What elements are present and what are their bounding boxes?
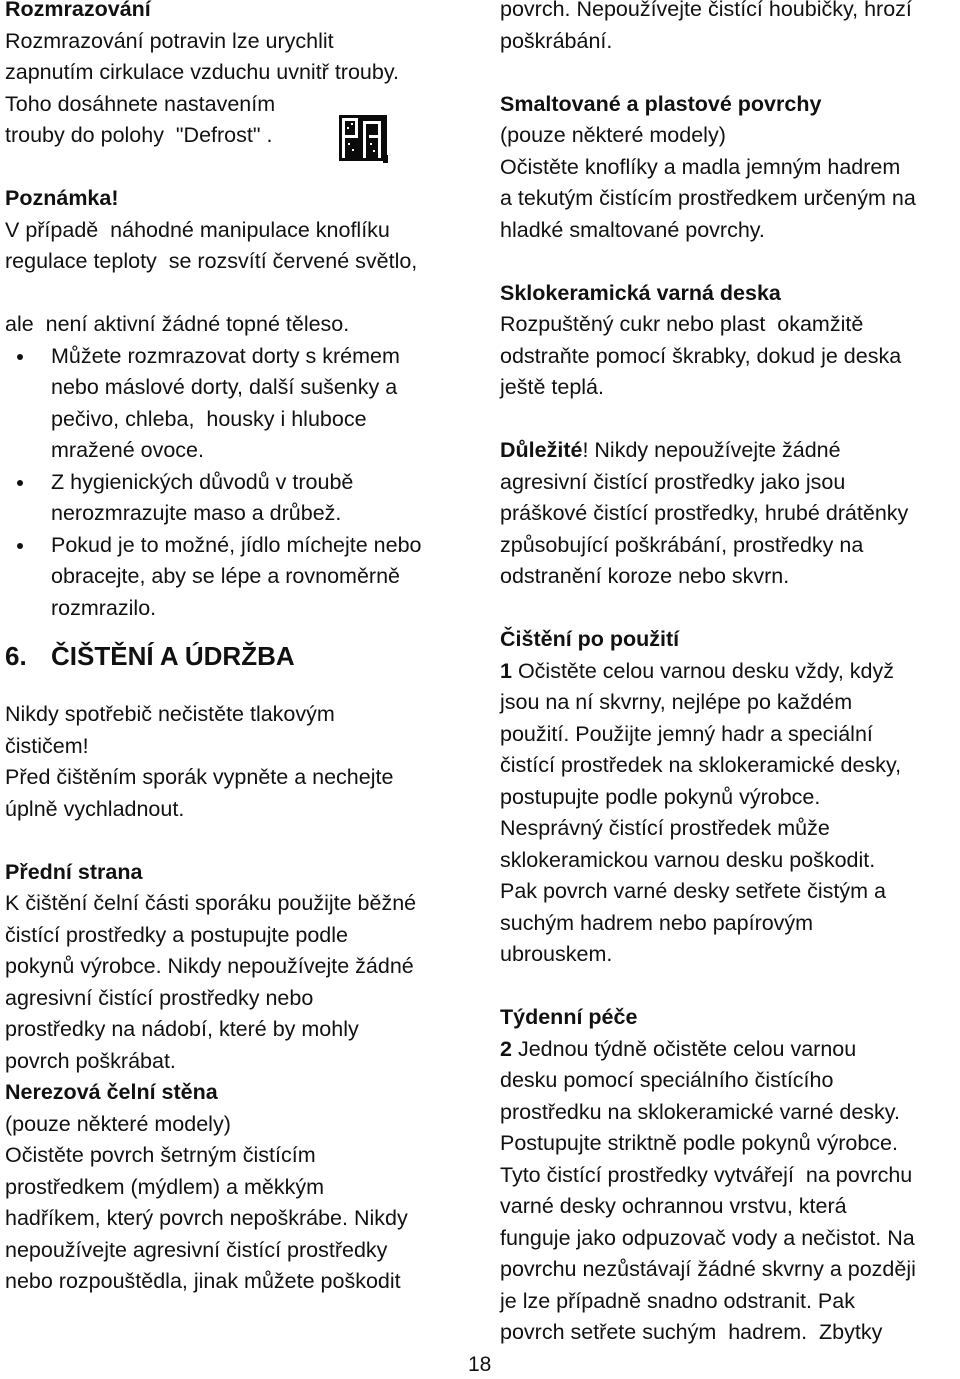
after-use-text-line: jsou na ní skvrny, nejlépe po každém [500, 690, 853, 714]
page-number: 18 [468, 1353, 492, 1376]
steel-text-line: hadříkem, který povrch nepoškrábe. Nikdy [5, 1206, 408, 1230]
bullet-icon [17, 354, 23, 360]
front-text-line: čistící prostředky a postupujte podle [5, 922, 348, 947]
front-text-line: prostředky na nádobí, které by mohly [5, 1017, 359, 1041]
after-use-text-line: čistící prostředek na sklokeramické desky, [500, 753, 902, 777]
section-title-text: ČIŠTĚNÍ A ÚDRŽBA [51, 641, 295, 671]
intro-text-line: povrch. Nepoužívejte čistící houbičky, hrozí [500, 0, 912, 21]
important-label: Důležité [500, 438, 583, 462]
front-text-line: agresivní čistící prostředky nebo [5, 985, 314, 1010]
defrost-text-line: zapnutím cirkulace vzduchu uvnitř trouby. [5, 60, 399, 84]
after-use-text-line: sklokeramickou varnou desku poškodit. [500, 847, 876, 872]
enamel-text-line: (pouze některé modely) [500, 123, 726, 147]
warning-text-line: Před čištěním sporák vypněte a nechejte [5, 765, 394, 789]
enamel-text-line: hladké smaltované povrchy. [500, 217, 765, 242]
weekly-text-line: varné desky ochrannou vrstvu, která [500, 1194, 847, 1218]
after-use-text-line: Pak povrch varné desky setřete čistým a [500, 879, 886, 903]
defrost-text-line: trouby do polohy "Defrost" . [5, 123, 273, 147]
weekly-heading: Týdenní péče [500, 1005, 638, 1029]
step-number: 1 [500, 658, 512, 683]
bullet-icon [17, 543, 23, 549]
note-text-line: V případě náhodné manipulace knoflíku [5, 217, 390, 242]
after-use-text-line: postupujte podle pokynů výrobce. [500, 784, 821, 809]
weekly-text-line: povrch setřete suchým hadrem. Zbytky [500, 1320, 883, 1344]
after-use-text-line: použití. Použijte jemný hadr a speciální [500, 721, 873, 746]
step-number: 2 [500, 1036, 512, 1061]
ceramic-text-line: odstraňte pomocí škrabky, dokud je deska [500, 343, 902, 368]
enamel-text-line: Očistěte knoflíky a madla jemným hadrem [500, 154, 901, 179]
ceramic-text-line: Rozpuštěný cukr nebo plast okamžitě [500, 312, 864, 336]
weekly-text-line: je lze případně snadno odstranit. Pak [500, 1288, 855, 1313]
section-number: 6. [5, 641, 27, 671]
left-column [5, 0, 475, 1298]
ceramic-text-line: ještě teplá. [500, 375, 604, 399]
front-heading: Přední strana [5, 859, 143, 884]
defrost-tips-list [5, 341, 475, 625]
important-text-line: práškové čistící prostředky, hrubé drátěnky [500, 501, 909, 525]
warning-text-line: úplně vychladnout. [5, 796, 185, 821]
note-text-line: ale není aktivní žádné topné těleso. [5, 312, 350, 336]
steel-text-line: (pouze některé modely) [5, 1111, 231, 1136]
list-item: Pokud je to možné, jídlo míchejte nebo obracejte, aby se lépe a rovnoměrně rozmrazilo. [5, 530, 475, 625]
right-column [500, 0, 958, 1349]
weekly-text-line: povrchu nezůstávají žádné skvrny a později [500, 1257, 916, 1281]
weekly-text-line: funguje jako odpuzovač vody a nečistot. Na [500, 1225, 915, 1250]
important-line: Důležité! Nikdy nepoužívejte žádné [500, 438, 841, 462]
intro-text-line: poškrábání. [500, 28, 613, 53]
important-text-line: způsobující poškrábání, prostředky na [500, 532, 864, 557]
after-use-text-line: Nesprávný čistící prostředek může [500, 816, 830, 840]
front-text-line: K čištění čelní části sporáku použijte běžné [5, 891, 417, 915]
enamel-heading: Smaltované a plastové povrchy [500, 91, 822, 116]
front-text-line: pokynů výrobce. Nikdy nepoužívejte žádné [5, 954, 414, 978]
bullet-icon [17, 480, 23, 486]
steel-text-line: nebo rozpouštědla, jinak můžete poškodit [5, 1269, 401, 1293]
ceramic-heading: Sklokeramická varná deska [500, 280, 781, 305]
steel-heading: Nerezová čelní stěna [5, 1080, 218, 1104]
steel-text-line: nepoužívejte agresivní čistící prostředky [5, 1237, 388, 1262]
important-text-line: agresivní čistící prostředky jako jsou [500, 469, 846, 494]
front-text-line: povrch poškrábat. [5, 1048, 176, 1073]
weekly-text-line: Postupujte striktně podle pokynů výrobce. [500, 1131, 898, 1155]
weekly-text-line: desku pomocí speciálního čistícího [500, 1068, 834, 1092]
warning-text-line: Nikdy spotřebič nečistěte tlakovým [5, 702, 335, 726]
weekly-first-line: 2 Jednou týdně očistěte celou varnou [500, 1036, 857, 1061]
warning-text-line: čističem! [5, 733, 89, 758]
important-text-line: odstranění koroze nebo skvrn. [500, 564, 790, 588]
weekly-text-line: prostředku na sklokeramické varné desky. [500, 1099, 900, 1124]
defrost-heading: Rozmrazování [5, 0, 151, 21]
after-use-heading: Čištění po použití [500, 627, 680, 651]
list-item: Z hygienických důvodů v troubě nerozmrazujte maso a drůbež. [5, 467, 475, 530]
note-text-line: regulace teploty se rozsvítí červené světlo, [5, 249, 418, 273]
after-use-first-line: 1 Očistěte celou varnou desku vždy, když [500, 658, 894, 683]
defrost-text-line: Rozmrazování potravin lze urychlit [5, 28, 334, 53]
list-item: Můžete rozmrazovat dorty s krémem nebo máslové dorty, další sušenky a pečivo, chleba, housky i hluboce mražené ovoce. [5, 341, 475, 467]
note-heading: Poznámka! [5, 186, 119, 210]
steel-text-line: Očistěte povrch šetrným čistícím [5, 1143, 316, 1167]
steel-text-line: prostředkem (mýdlem) a měkkým [5, 1174, 324, 1199]
defrost-icon [336, 113, 390, 165]
section-title [5, 639, 475, 673]
weekly-text-line: Tyto čistící prostředky vytvářejí na povrchu [500, 1162, 913, 1187]
enamel-text-line: a tekutým čistícím prostředkem určeným na [500, 186, 916, 210]
after-use-text-line: ubrouskem. [500, 942, 613, 966]
after-use-text-line: suchým hadrem nebo papírovým [500, 910, 814, 935]
defrost-text-line: Toho dosáhnete nastavením [5, 91, 276, 116]
